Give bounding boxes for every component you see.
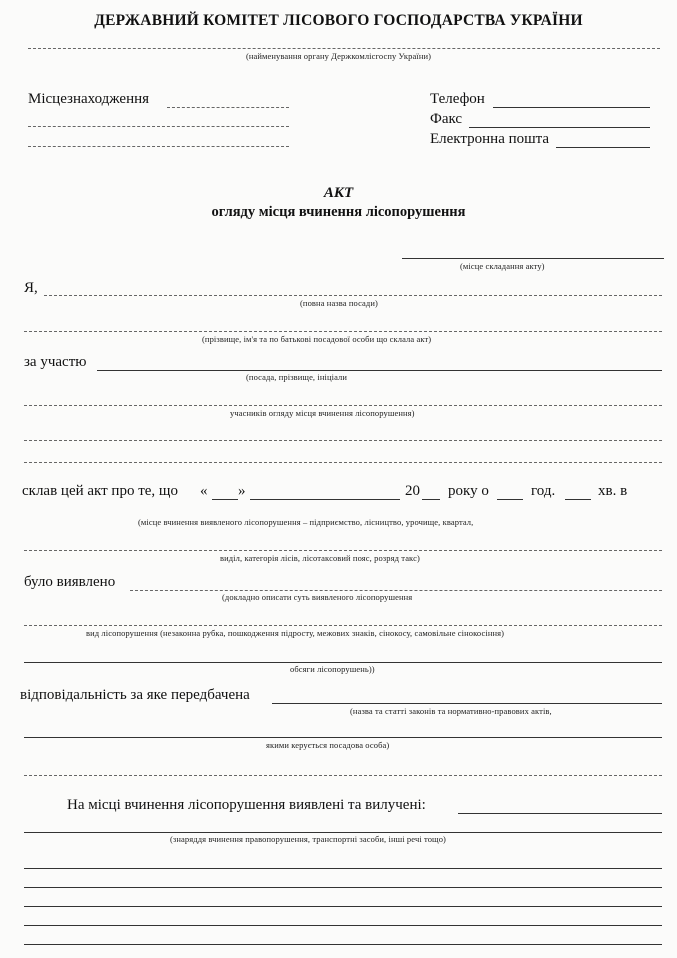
location-field-3[interactable] [28,146,289,147]
phone-field[interactable] [493,107,650,108]
organization-name: ДЕРЖАВНИЙ КОМІТЕТ ЛІСОВОГО ГОСПОДАРСТВА УКРАЇНИ [94,12,583,29]
found-label: було виявлено [24,574,116,590]
org-name-line [28,48,660,49]
position-caption: (повна назва посади) [300,298,378,308]
law-field[interactable] [24,737,662,738]
participants-caption: учасників огляду місця вчинення лісопорушення) [230,408,415,418]
participants-field-3[interactable] [24,440,662,441]
responsibility-field[interactable] [272,703,662,704]
phone-label: Телефон [430,91,485,107]
location-label: Місцезнаходження [28,91,150,107]
volume-field[interactable] [24,662,662,663]
seized-field-3[interactable] [24,868,662,869]
quote-close: » [238,483,246,499]
act-text: склав цей акт про те, що [22,483,178,499]
violation-place-caption-2: виділ, категорія лісів, лісотаксовий пояс, розряд такс) [220,553,420,563]
fax-label: Факс [430,111,463,127]
seized-field-4[interactable] [24,887,662,888]
official-name-field[interactable] [24,331,662,332]
act-subtitle: огляду місця вчинення лісопорушення [211,204,466,220]
seized-field-5[interactable] [24,906,662,907]
minute-label: хв. в [598,483,628,499]
law-caption-2: якими керується посадова особа) [266,740,390,750]
i-label: Я, [24,280,38,296]
seized-label: На місці вчинення лісопорушення виявлені та вилучені: [67,797,426,813]
law-field-2[interactable] [24,775,662,776]
location-field[interactable] [167,107,289,108]
with-label: за участю [24,354,87,370]
official-caption: (прізвище, ім'я та по батькові посадової особи що склала акт) [202,334,432,344]
essence-caption: (докладно описати суть виявленого лісопорушення [222,592,413,602]
year-prefix: 20 [405,483,420,499]
seized-field-2[interactable] [24,832,662,833]
violation-place-field[interactable] [24,550,662,551]
participants-field-2[interactable] [24,405,662,406]
hour-label: год. [531,483,556,499]
location-field-2[interactable] [28,126,289,127]
seized-field-6[interactable] [24,925,662,926]
place-field[interactable] [402,258,664,259]
seized-caption: (знаряддя вчинення правопорушення, транспортні засоби, інші речі тощо) [170,834,446,844]
participants-pos-caption: (посада, прізвище, ініціали [246,372,348,382]
kind-field[interactable] [24,625,662,626]
quote-open: « [200,483,208,499]
day-field[interactable] [212,499,238,500]
participants-field[interactable] [97,370,662,371]
volume-caption: обсяги лісопорушень)) [290,664,375,674]
act-title: АКТ [323,185,354,201]
seized-field-7[interactable] [24,944,662,945]
participants-field-4[interactable] [24,462,662,463]
year-field[interactable] [422,499,440,500]
year-label: року о [448,483,489,499]
fax-field[interactable] [469,127,650,128]
hour-field[interactable] [497,499,523,500]
minute-field[interactable] [565,499,591,500]
email-field[interactable] [556,147,650,148]
law-caption: (назва та статті законів та нормативно-правових актів, [350,706,552,716]
seized-field[interactable] [458,813,662,814]
email-label: Електронна пошта [430,131,550,147]
found-field[interactable] [130,590,662,591]
place-caption: (місце складання акту) [460,261,545,271]
position-field[interactable] [44,295,662,296]
kind-caption: вид лісопорушення (незаконна рубка, пошкодження підросту, межових знаків, сінокосу, самовільне сінокосіння) [86,628,505,638]
violation-place-caption: (місце вчинення виявленого лісопорушення – підприємство, лісництво, урочище, квартал, [138,517,474,527]
responsibility-label: відповідальність за яке передбачена [20,687,250,703]
month-field[interactable] [250,499,400,500]
org-name-caption: (найменування органу Держкомлісгоспу України) [245,51,432,61]
